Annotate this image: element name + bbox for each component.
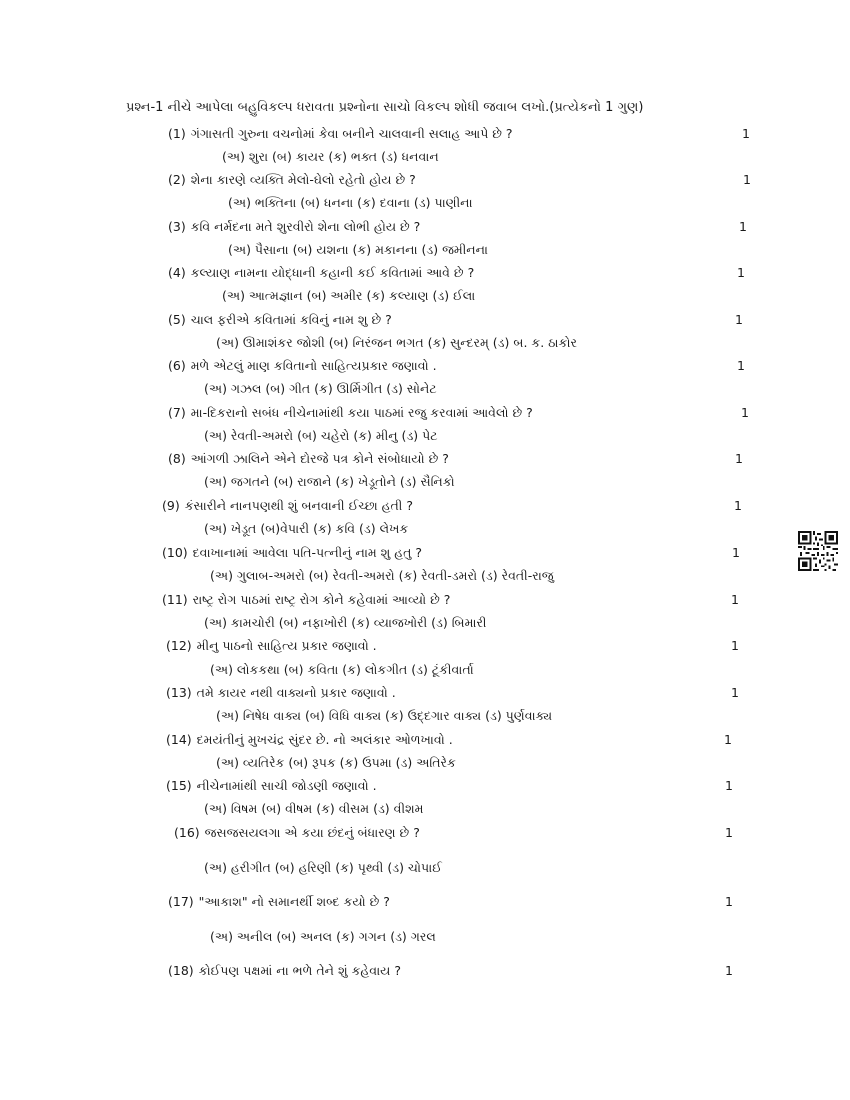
question-text: દમયંતીનું મુખચંદ્ર સુંદર છે. નો અલંકાર ઓળખાવો .	[196, 732, 453, 747]
question-text: મળે એટલું માણ કવિતાનો સાહિત્યપ્રકાર જણાવો .	[190, 358, 437, 373]
question-mark: 1	[739, 219, 747, 234]
question-number: (17)	[168, 894, 194, 909]
question-3	[168, 219, 420, 235]
question-number: (1)	[168, 126, 186, 141]
question-mark: 1	[743, 172, 751, 187]
question-text: શેના કારણે વ્યક્તિ મેલો-ઘેલો રહેતો હોય છે ?	[190, 172, 416, 187]
question-mark: 1	[724, 732, 732, 747]
question-text: રાષ્ટ્ર રોગ પાઠમાં રાષ્ટ્ર રોગ કોને કહેવામાં આવ્યો છે ?	[192, 592, 451, 607]
question-mark: 1	[742, 126, 750, 141]
section-heading: પ્રશ્ન-1 નીચે આપેલા બહુવિકલ્પ ધરાવતા પ્રશ્નોના સાચો વિકલ્પ શોધી જવાબ લખો.(પ્રત્યેકનો 1 ગુણ)	[126, 100, 644, 115]
question-number: (12)	[166, 638, 192, 653]
question-options: (અ) વિષમ (બ) વીષમ (ક) વીસમ (ડ) વીશમ	[204, 801, 424, 816]
question-mark: 1	[735, 312, 743, 327]
question-number: (4)	[168, 265, 186, 280]
question-options: (અ) પૈસાના (બ) યશના (ક) મકાનના (ડ) જમીનના	[228, 242, 488, 257]
question-number: (6)	[168, 358, 186, 373]
question-options: (અ) વ્યતિરેક (બ) રૂપક (ક) ઉપમા (ડ) અતિરેક	[216, 755, 456, 770]
question-1	[168, 126, 513, 142]
qr-code-icon	[798, 531, 838, 571]
question-14	[166, 732, 453, 748]
question-13	[166, 685, 396, 701]
question-text: ચાલ ફરીએ કવિતામાં કવિનું નામ શુ છે ?	[190, 312, 392, 327]
question-7	[168, 405, 533, 421]
question-options: (અ) કામચોરી (બ) નફાખોરી (ક) વ્યાજખોરી (ડ) બિમારી	[204, 615, 487, 630]
question-4	[168, 265, 474, 281]
question-mark: 1	[725, 778, 733, 793]
question-options: (અ) હરીગીત (બ) હરિણી (ક) પૃથ્વી (ડ) ચોપાઈ	[204, 860, 442, 875]
question-options: (અ) શુરા (બ) કાયર (ક) ભક્ત (ડ) ધનવાન	[222, 149, 439, 164]
question-mark: 1	[731, 592, 739, 607]
question-number: (15)	[166, 778, 192, 793]
question-8	[168, 451, 449, 467]
question-5	[168, 312, 392, 328]
question-mark: 1	[731, 638, 739, 653]
question-options: (અ) ગઝલ (બ) ગીત (ક) ઊર્મિગીત (ડ) સોનેટ	[204, 381, 437, 396]
question-options: (અ) ભક્તિના (બ) ધનના (ક) દવાના (ડ) પાણીના	[228, 195, 473, 210]
question-mark: 1	[725, 825, 733, 840]
question-18	[168, 963, 401, 979]
question-mark: 1	[732, 545, 740, 560]
question-9	[162, 498, 413, 514]
question-text: મા-દિકરાનો સબંધ નીચેનામાંથી કયા પાઠમાં રજુ કરવામાં આવેલો છે ?	[190, 405, 533, 420]
question-text: ગંગાસતી ગુરુના વચનોમાં કેવા બનીને ચાલવાની સલાહ આપે છે ?	[190, 126, 513, 141]
question-mark: 1	[725, 894, 733, 909]
question-options: (અ) અનીલ (બ) અનલ (ક) ગગન (ડ) ગરલ	[210, 929, 436, 944]
question-options: (અ) નિષેધ વાક્ય (બ) વિધિ વાક્ય (ક) ઉદ્દગાર વાક્ય (ડ) પુર્ણવાક્ય	[216, 708, 553, 723]
question-text: દવાખાનામાં આવેલા પતિ-પત્નીનું નામ શુ હતુ ?	[192, 545, 423, 560]
question-options: (અ) ઊમાશંકર જોશી (બ) નિરંજન ભગત (ક) સુન્દરમ્ (ડ) બ. ક. ઠાકોર	[216, 335, 577, 350]
question-text: કલ્યાણ નામના યોદ્ધાની કહાની કઈ કવિતામાં આવે છે ?	[190, 265, 475, 280]
question-mark: 1	[741, 405, 749, 420]
question-number: (18)	[168, 963, 194, 978]
question-options: (અ) લોકકથા (બ) કવિતા (ક) લોકગીત (ડ) ટૂંકીવાર્તા	[210, 662, 474, 677]
question-options: (અ) જગતને (બ) રાજાને (ક) ખેડૂતોને (ડ) સૈનિકો	[204, 474, 455, 489]
question-options: (અ) ગુલાબ-અમરો (બ) રેવતી-અમરો (ક) રેવતી-ડમરો (ડ) રેવતી-રાજુ	[210, 568, 554, 583]
question-10	[162, 545, 422, 561]
question-16	[174, 825, 420, 841]
question-15	[166, 778, 377, 794]
question-mark: 1	[734, 498, 742, 513]
question-text: મીનુ પાઠનો સાહિત્ય પ્રકાર જણાવો .	[196, 638, 377, 653]
question-number: (9)	[162, 498, 180, 513]
question-text: તમે કાયર નથી વાક્યનો પ્રકાર જણાવો .	[196, 685, 396, 700]
question-mark: 1	[737, 358, 745, 373]
question-number: (13)	[166, 685, 192, 700]
question-text: આંગળી ઝાલિને એને દોરજે પત્ર કોને સંબોધાયો છે ?	[190, 451, 449, 466]
question-mark: 1	[735, 451, 743, 466]
question-11	[162, 592, 450, 608]
question-number: (11)	[162, 592, 188, 607]
question-mark: 1	[731, 685, 739, 700]
question-options: (અ) ખેડૂત (બ)વેપારી (ક) કવિ (ડ) લેખક	[204, 521, 409, 536]
question-number: (5)	[168, 312, 186, 327]
question-12	[166, 638, 377, 654]
question-number: (8)	[168, 451, 186, 466]
question-6	[168, 358, 437, 374]
question-number: (3)	[168, 219, 186, 234]
question-text: કંસારીને નાનપણથી શું બનવાની ઈચ્છા હતી ?	[184, 498, 413, 513]
question-text: કવિ નર્મદના મતે શુરવીરો શેના લોભી હોય છે ?	[190, 219, 421, 234]
question-options: (અ) આત્મજ્ઞાન (બ) અમીર (ક) કલ્યાણ (ડ) ઈલા	[222, 288, 476, 303]
question-text: જસજસયલગા એ કયા છંદનું બંધારણ છે ?	[204, 825, 420, 840]
question-mark: 1	[737, 265, 745, 280]
question-text: નીચેનામાંથી સાચી જોડણી જણાવો .	[196, 778, 377, 793]
question-text: "આકાશ" નો સમાનર્થી શબ્દ કયો છે ?	[198, 894, 390, 909]
question-number: (10)	[162, 545, 188, 560]
question-text: કોઈપણ પક્ષમાં ના ભળે તેને શું કહેવાય ?	[198, 963, 401, 978]
question-mark: 1	[725, 963, 733, 978]
question-number: (7)	[168, 405, 186, 420]
question-number: (14)	[166, 732, 192, 747]
question-number: (2)	[168, 172, 186, 187]
question-number: (16)	[174, 825, 200, 840]
question-17	[168, 894, 390, 910]
question-2	[168, 172, 416, 188]
question-options: (અ) રેવતી-અમરો (બ) ચહેરો (ક) મીનુ (ડ) પેટ	[204, 428, 438, 443]
